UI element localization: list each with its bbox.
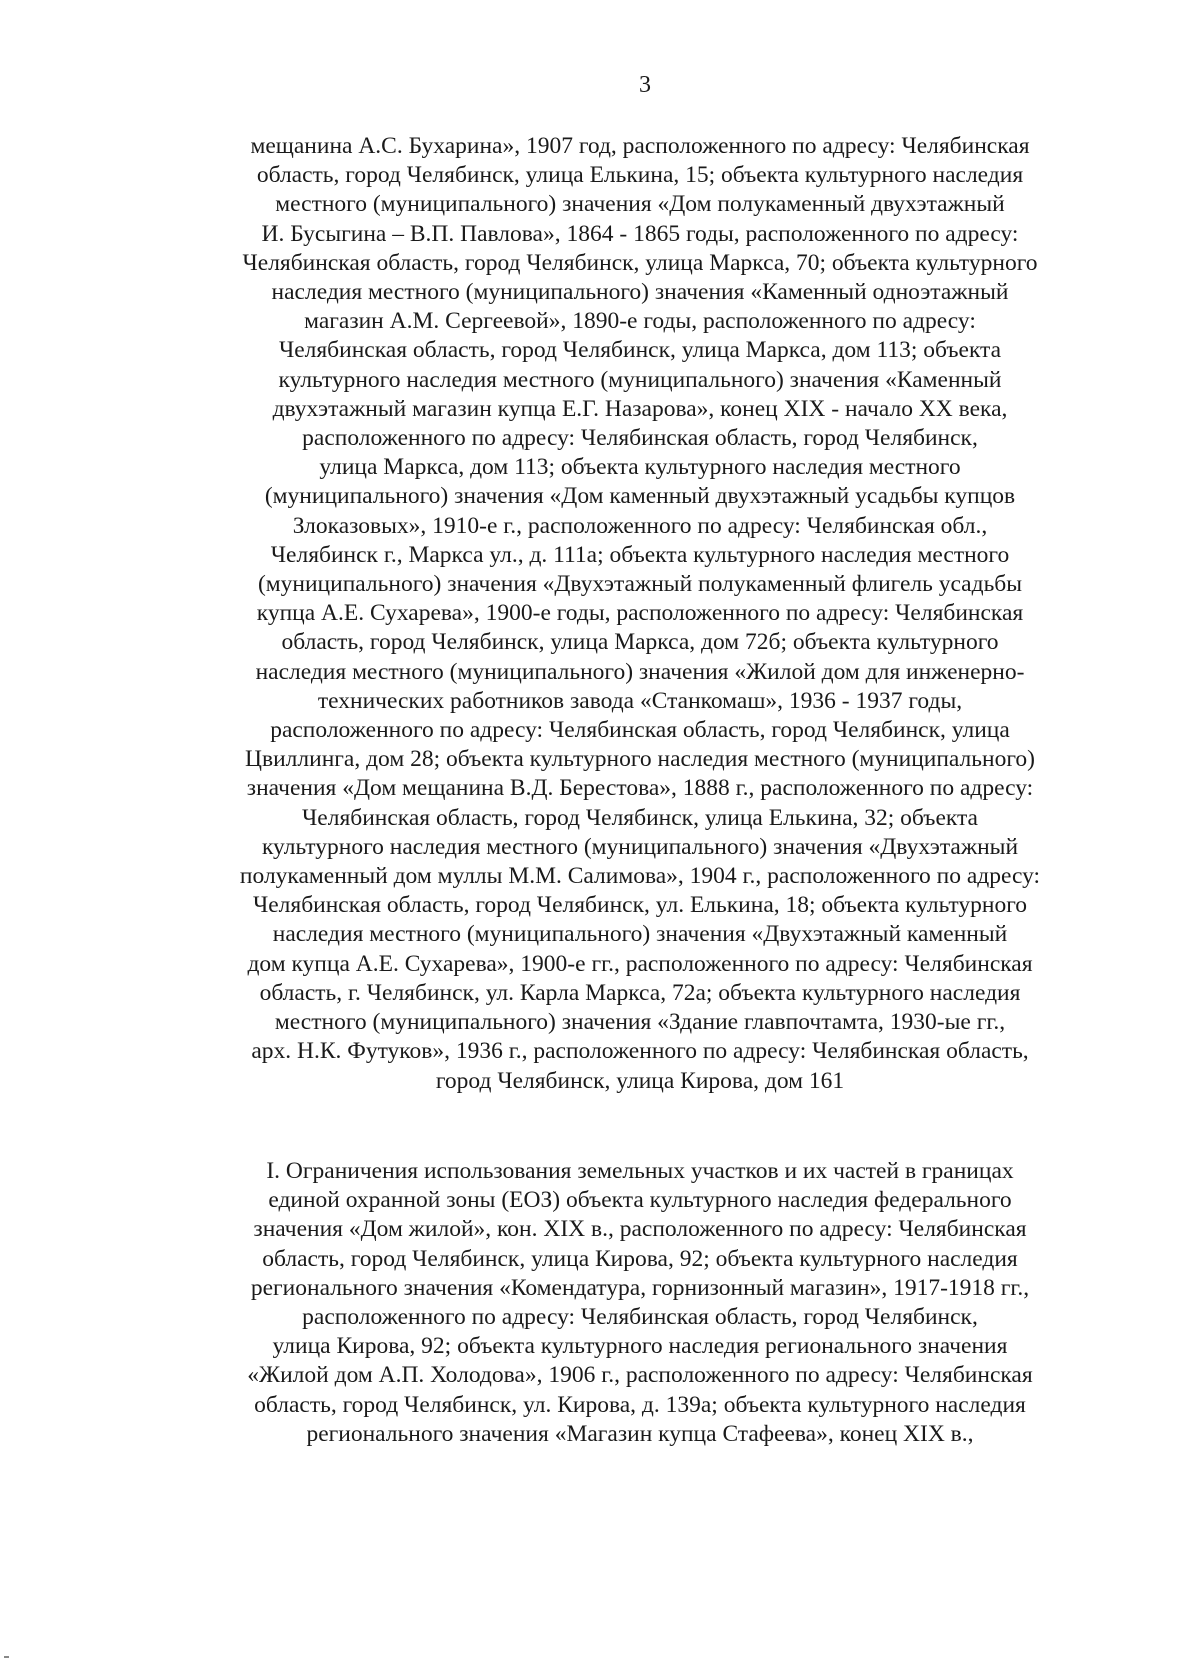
text-line: единой охранной зоны (ЕОЗ) объекта культурного наследия федерального — [268, 1187, 1012, 1214]
text-line: местного (муниципального) значения «Здание главпочтамта, 1930-ые гг., — [274, 1009, 1006, 1036]
text-line: наследия местного (муниципального) значения «Двухэтажный каменный — [272, 921, 1008, 948]
text-line: Челябинская область, город Челябинск, улица Маркса, дом 113; объекта — [278, 337, 1002, 364]
text-line: Злоказовых», 1910-е г., расположенного по адресу: Челябинская обл., — [292, 512, 988, 539]
text-line: Челябинская область, город Челябинск, улица Маркса, 70; объекта культурного — [242, 249, 1038, 276]
text-line: И. Бусыгина – В.П. Павлова», 1864 - 1865 годы, расположенного по адресу: — [261, 220, 1019, 247]
text-line: регионального значения «Комендатура, горнизонный магазин», 1917-1918 гг., — [250, 1274, 1030, 1301]
text-line: наследия местного (муниципального) значения «Жилой дом для инженерно- — [255, 658, 1025, 685]
text-line: область, г. Челябинск, ул. Карла Маркса, 72а; объекта культурного наследия — [259, 979, 1021, 1006]
text-line: Челябинская область, город Челябинск, улица Елькина, 32; объекта — [302, 804, 978, 831]
text-line: дом купца А.Е. Сухарева», 1900-е гг., расположенного по адресу: Челябинская — [247, 950, 1033, 977]
text-line: «Жилой дом А.П. Холодова», 1906 г., расположенного по адресу: Челябинская — [247, 1362, 1033, 1389]
text-line: область, город Челябинск, ул. Кирова, д. 139а; объекта культурного наследия — [254, 1391, 1026, 1418]
text-line: I. Ограничения использования земельных участков и их частей в границах — [266, 1158, 1014, 1184]
text-line: улица Кирова, 92; объекта культурного наследия регионального значения — [272, 1333, 1008, 1360]
text-line: расположенного по адресу: Челябинская область, город Челябинск, улица — [270, 717, 1010, 744]
text-line: область, город Челябинск, улица Кирова, 92; объекта культурного наследия — [262, 1245, 1018, 1272]
text-line: город Челябинск, улица Кирова, дом 161 — [435, 1067, 845, 1094]
text-line: культурного наследия местного (муниципального) значения «Двухэтажный — [261, 833, 1019, 860]
text-line: расположенного по адресу: Челябинская область, город Челябинск, — [302, 425, 978, 452]
text-line: магазин А.М. Сергеевой», 1890-е годы, расположенного по адресу: — [304, 308, 976, 335]
text-line: улица Маркса, дом 113; объекта культурного наследия местного — [319, 454, 961, 481]
text-line: технических работников завода «Станкомаш», 1936 - 1937 годы, — [317, 687, 963, 714]
text-line: область, город Челябинск, улица Маркса, дом 72б; объекта культурного — [281, 629, 999, 656]
text-line: расположенного по адресу: Челябинская область, город Челябинск, — [302, 1304, 978, 1331]
text-line: арх. Н.К. Футуков», 1936 г., расположенного по адресу: Челябинская область, — [251, 1038, 1029, 1065]
text-line: значения «Дом жилой», кон. XIX в., расположенного по адресу: Челябинская — [253, 1216, 1027, 1243]
text-line: (муниципального) значения «Двухэтажный полукаменный флигель усадьбы — [257, 571, 1023, 598]
text-line: Цвиллинга, дом 28; объекта культурного наследия местного (муниципального) — [245, 746, 1035, 773]
text-line: регионального значения «Магазин купца Стафеева», конец XIX в., — [306, 1420, 974, 1447]
text-line: полукаменный дом муллы М.М. Салимова», 1904 г., расположенного по адресу: — [239, 863, 1041, 890]
text-line: значения «Дом мещанина В.Д. Берестова», 1888 г., расположенного по адресу: — [246, 775, 1034, 802]
text-line: местного (муниципального) значения «Дом полукаменный двухэтажный — [275, 191, 1005, 218]
text-line: (муниципального) значения «Дом каменный двухэтажный усадьбы купцов — [264, 483, 1016, 510]
text-line: двухэтажный магазин купца Е.Г. Назарова», конец XIX - начало XX века, — [272, 395, 1008, 422]
scan-mark — [4, 1656, 9, 1658]
text-line: область, город Челябинск, улица Елькина, 15; объекта культурного наследия — [256, 162, 1024, 189]
text-line: мещанина А.С. Бухарина», 1907 год, расположенного по адресу: Челябинская — [250, 133, 1030, 159]
text-line: Челябинская область, город Челябинск, ул. Елькина, 18; объекта культурного — [252, 892, 1028, 919]
paragraph-restrictions — [140, 1157, 1140, 1449]
text-line: Челябинск г., Маркса ул., д. 111а; объекта культурного наследия местного — [270, 541, 1010, 568]
paragraph-continuation — [140, 132, 1140, 1096]
page-number: 3 — [639, 72, 651, 98]
text-line: купца А.Е. Сухарева», 1900-е годы, расположенного по адресу: Челябинская — [256, 600, 1024, 627]
text-line: культурного наследия местного (муниципального) значения «Каменный — [278, 366, 1002, 393]
text-line: наследия местного (муниципального) значения «Каменный одноэтажный — [271, 279, 1009, 306]
